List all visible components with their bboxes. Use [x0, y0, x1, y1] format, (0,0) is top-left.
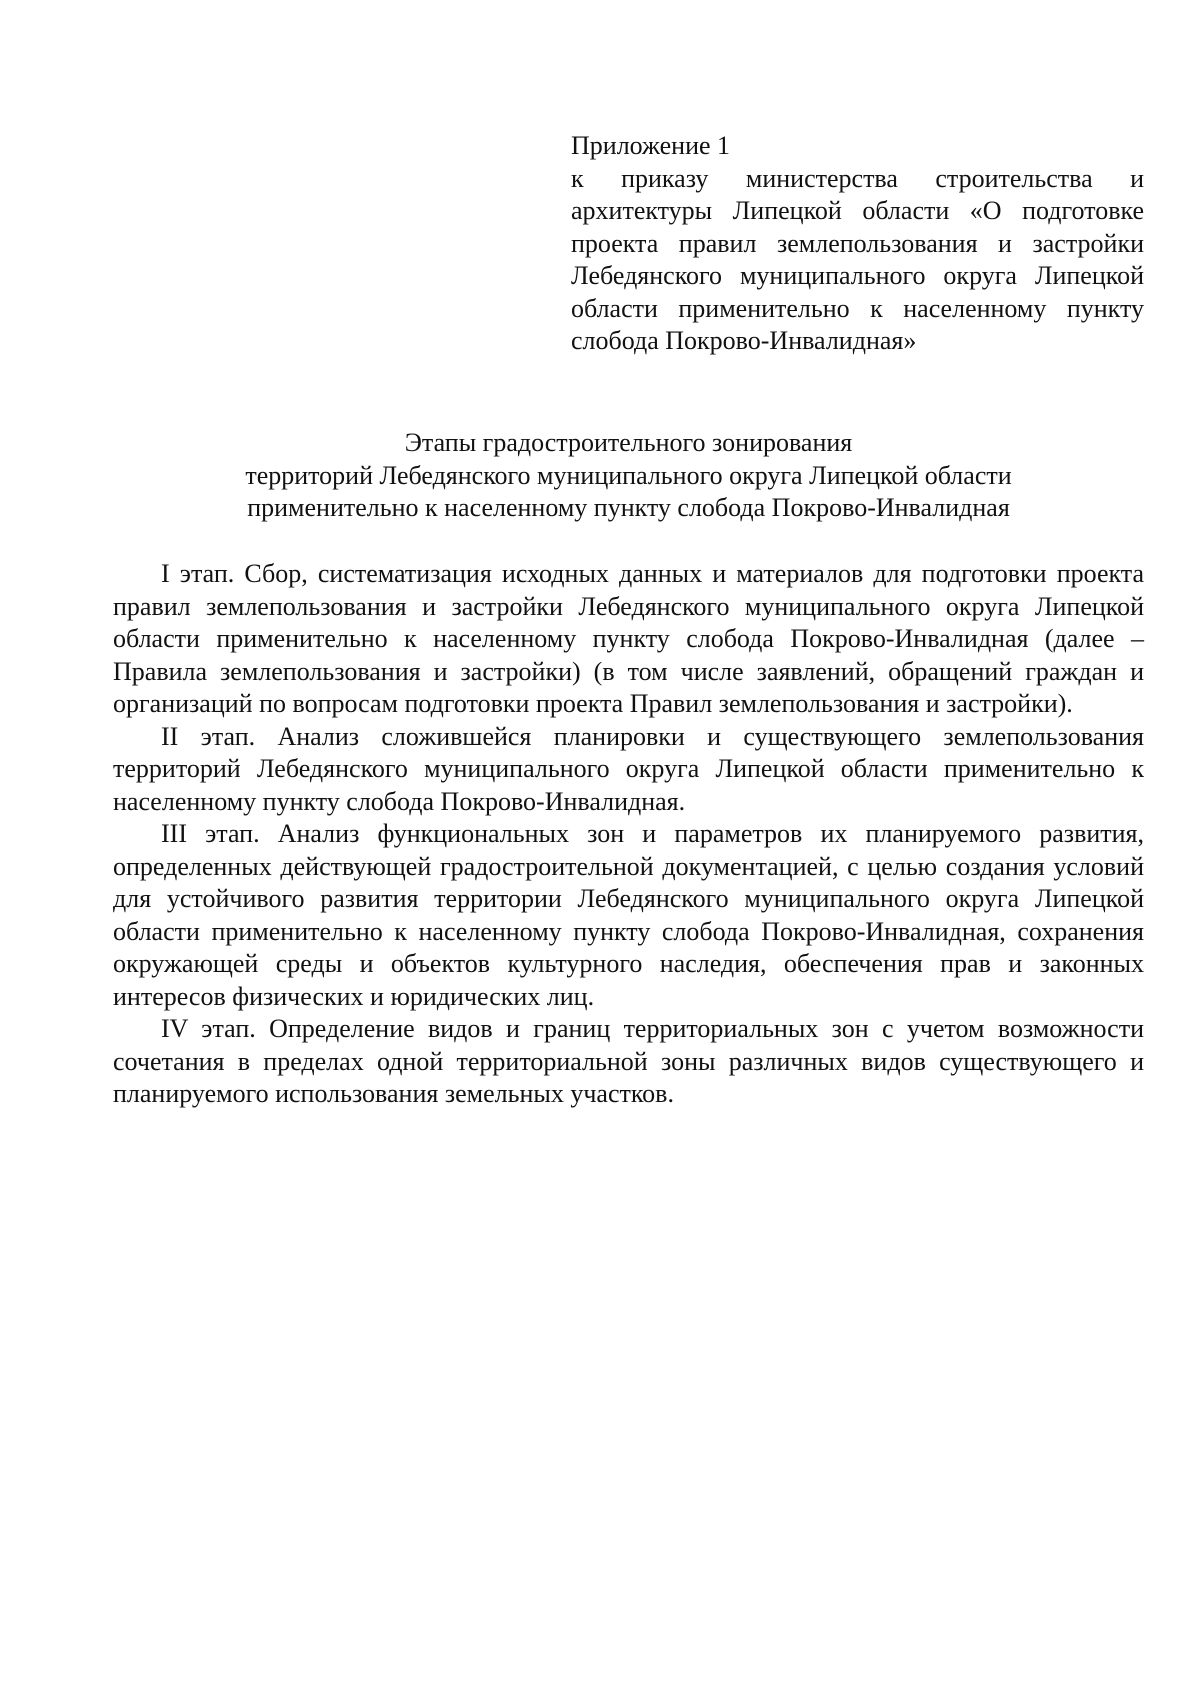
stages-list: [113, 558, 1144, 1111]
heading-line-2: территорий Лебедянского муниципального округа Липецкой области: [245, 460, 1012, 490]
appendix-title: Приложение 1: [571, 131, 731, 160]
stage-4-paragraph: IV этап. Определение видов и границ территориальных зон с учетом возможности сочетания в пределах одной территориальной зоны различных видов существующего и планируемого использования земельных участков.: [113, 1014, 1144, 1108]
stage-3-paragraph: III этап. Анализ функциональных зон и параметров их планируемого развития, определенных действующей градостроительной документацией, с целью создания условий для устойчивого развития территории Лебедянского муниципального округа Липецкой области применительно к населенному пункту слобода Покрово-Инвалидная, сохранения окружающей среды и объектов культурного наследия, обеспечения прав и законных интересов физических и юридических лиц.: [113, 819, 1144, 1011]
appendix-block: [571, 130, 1144, 358]
stage-1-paragraph: I этап. Сбор, систематизация исходных данных и материалов для подготовки проекта правил землепользования и застройки Лебедянского муниципального округа Липецкой области применительно к населенному пункту слобода Покрово-Инвалидная (далее – Правила землепользования и застройки) (в том числе заявлений, обращений граждан и организаций по вопросам подготовки проекта Правил землепользования и застройки).: [113, 559, 1144, 718]
heading-line-1: Этапы градостроительного зонирования: [404, 428, 853, 457]
heading-line-3: применительно к населенному пункту слобода Покрово-Инвалидная: [247, 493, 1010, 522]
stage-2-paragraph: II этап. Анализ сложившейся планировки и существующего землепользования территорий Лебедянского муниципального округа Липецкой области применительно к населенному пункту слобода Покрово-Инвалидная.: [113, 721, 1144, 816]
document-heading: [113, 427, 1144, 525]
appendix-text: к приказу министерства строительства и архитектуры Липецкой области «О подготовке проекта правил землепользования и застройки Лебедянского муниципального округа Липецкой области применительно к населенному пункту слобода Покрово-Инвалидная»: [571, 163, 1144, 355]
